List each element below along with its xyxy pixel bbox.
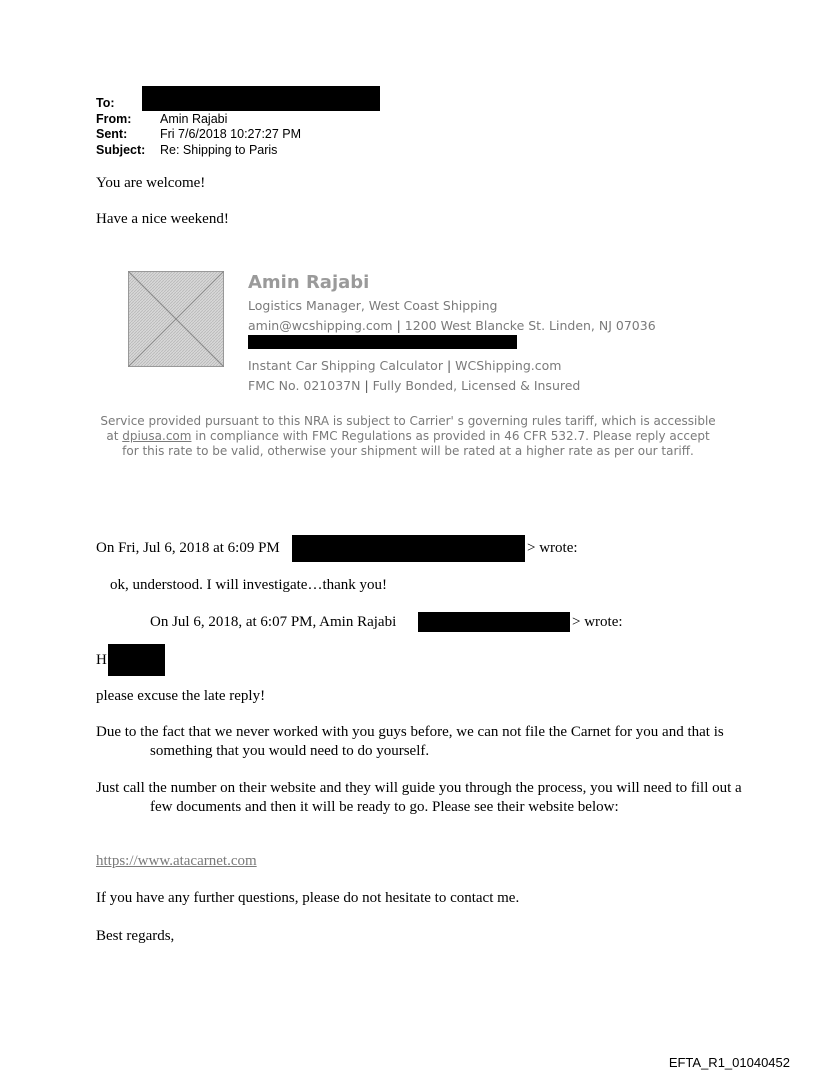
separator: | bbox=[396, 318, 401, 333]
disclaimer-text-1: Service provided pursuant to this NRA is subject to Carrier' s governing rules tariff, which is accessible at bbox=[100, 414, 716, 443]
redaction-phone bbox=[248, 335, 517, 349]
quote2-p2: Due to the fact that we never worked with you guys before, we can not file the Carnet for you and that is something that you would need to do yourself. bbox=[96, 724, 724, 759]
quote2-greeting: H bbox=[96, 652, 107, 668]
dpiusa-link[interactable]: dpiusa.com bbox=[122, 429, 192, 443]
separator: | bbox=[364, 378, 369, 393]
body-line-2: Have a nice weekend! bbox=[96, 211, 229, 227]
sent-value: Fri 7/6/2018 10:27:27 PM bbox=[160, 127, 302, 141]
quote2-closing: Best regards, bbox=[96, 928, 175, 944]
quote1-prefix: On Fri, Jul 6, 2018 at 6:09 PM bbox=[96, 540, 280, 556]
quote2-suffix: > wrote: bbox=[572, 614, 623, 630]
signature-address: 1200 West Blancke St. Linden, NJ 07036 bbox=[404, 318, 656, 333]
bonded-text: Fully Bonded, Licensed & Insured bbox=[372, 378, 581, 393]
fmc-number: FMC No. 021037N bbox=[248, 378, 361, 393]
subject-value: Re: Shipping to Paris bbox=[160, 143, 278, 157]
body-line-1: You are welcome! bbox=[96, 175, 206, 191]
signature-contact bbox=[248, 318, 656, 333]
disclaimer bbox=[98, 414, 718, 459]
signature-email[interactable]: amin@wcshipping.com bbox=[248, 318, 393, 333]
calculator-link[interactable]: Instant Car Shipping Calculator bbox=[248, 358, 443, 373]
signature-title: Logistics Manager, West Coast Shipping bbox=[248, 298, 498, 313]
website-link[interactable]: WCShipping.com bbox=[455, 358, 562, 373]
quote2-p4: If you have any further questions, please do not hesitate to contact me. bbox=[96, 890, 520, 906]
document-id: EFTA_R1_01040452 bbox=[668, 1055, 790, 1070]
signature-name: Amin Rajabi bbox=[248, 272, 370, 293]
signature-links bbox=[248, 358, 561, 373]
quote1-suffix: > wrote: bbox=[527, 540, 578, 556]
signature-fmc-line bbox=[248, 378, 580, 393]
subject-label: Subject: bbox=[96, 143, 146, 157]
from-value: Amin Rajabi bbox=[160, 112, 228, 126]
redaction-greeting-name bbox=[108, 644, 165, 676]
to-label: To: bbox=[96, 96, 115, 110]
redaction-to bbox=[142, 86, 380, 111]
atacarnet-link-wrap bbox=[96, 852, 257, 871]
separator: | bbox=[446, 358, 452, 373]
quote2-prefix: On Jul 6, 2018, at 6:07 PM, Amin Rajabi bbox=[150, 614, 397, 630]
from-label: From: bbox=[96, 112, 132, 126]
quote2-p1: please excuse the late reply! bbox=[96, 688, 266, 704]
quote1-message: ok, understood. I will investigate…thank you! bbox=[110, 577, 388, 593]
quote1-header bbox=[96, 539, 280, 558]
signature-image-placeholder bbox=[128, 271, 224, 367]
atacarnet-link[interactable]: https://www.atacarnet.com bbox=[96, 853, 257, 869]
disclaimer-text-2: in compliance with FMC Regulations as provided in 46 CFR 532.7. Please reply accept for this rate to be valid, otherwise your shipment will be rated at a higher rate as per our tariff. bbox=[122, 429, 710, 458]
redaction-quote2-email bbox=[418, 612, 570, 632]
redaction-quote1-sender bbox=[292, 535, 525, 562]
sent-label: Sent: bbox=[96, 127, 128, 141]
quote2-p3: Just call the number on their website and they will guide you through the process, you will need to fill out a few documents and then it will be ready to go. Please see their website below: bbox=[96, 780, 742, 815]
